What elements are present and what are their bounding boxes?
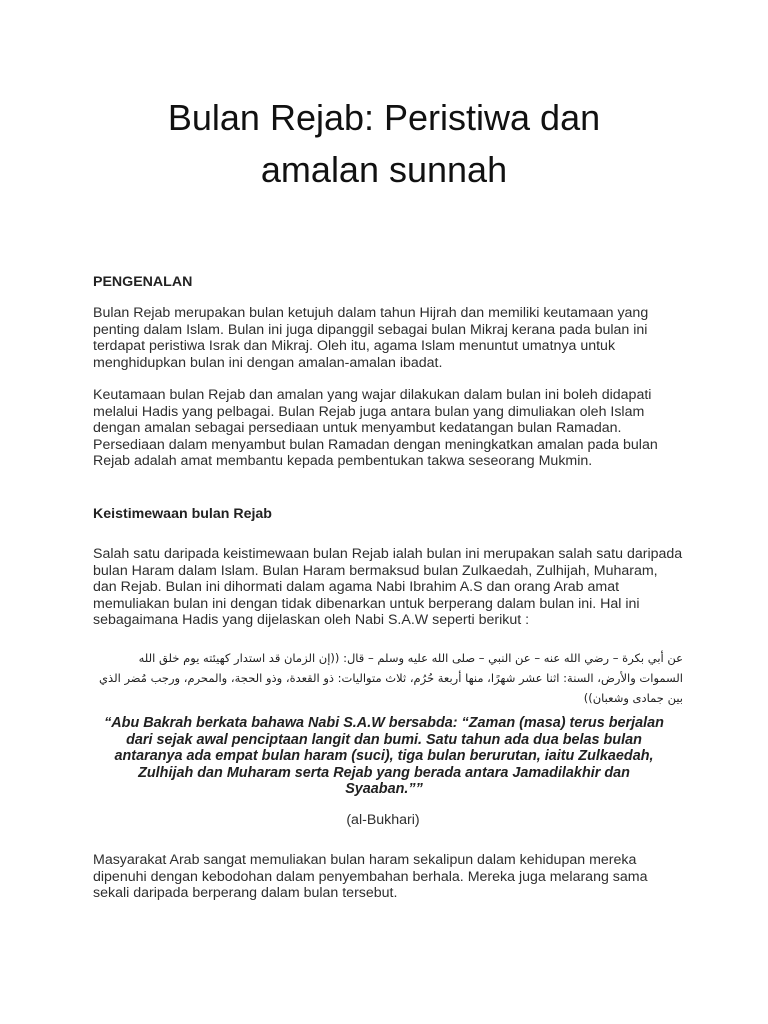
paragraph-keistimewaan: Salah satu daripada keistimewaan bulan Rejab ialah bulan ini merupakan salah satu daripada bulan Haram dalam Islam. Bulan Haram bermaksud bulan Zulkaedah, Zulhijah, Muharam, dan Rejab. Bulan ini dihormati dalam agama Nabi Ibrahim A.S dan orang Arab amat memuliakan bulan ini dengan tidak dibenarkan untuk berperang dalam bulan ini. Hal ini sebagaimana Hadis yang dijelaskan oleh Nabi S.A.W seperti berikut : <box>93 546 683 628</box>
section-heading-intro: PENGENALAN <box>93 274 193 290</box>
paragraph-intro-1: Bulan Rejab merupakan bulan ketujuh dalam tahun Hijrah dan memiliki keutamaan yang penting dalam Islam. Bulan ini juga dipanggil sebagai bulan Mikraj kerana pada bulan ini terdapat peristiwa Israk dan Mikraj. Oleh itu, agama Islam menuntut umatnya untuk menghidupkan bulan ini dengan amalan-amalan ibadat. <box>93 305 649 371</box>
hadith-arabic-text: عن أبي بكرة – رضي الله عنه – عن النبي – صلى الله عليه وسلم – قال: ((إن الزمان قد استدار كهيئته يوم خلق الله السموات والأرض، السنة: اثنا عشر شهرًا، منها أربعة حُرُم، ثلاث متواليات: ذو القعدة، وذو الحجة، والمحرم، ورجب مُضر الذي بين جمادى وشعبان)) <box>99 651 683 705</box>
section-heading-keistimewaan: Keistimewaan bulan Rejab <box>93 506 272 522</box>
hadith-source: (al-Bukhari) <box>346 812 420 828</box>
page-title: Bulan Rejab: Peristiwa dan amalan sunnah <box>167 97 601 190</box>
hadith-translation: “Abu Bakrah berkata bahawa Nabi S.A.W bersabda: “Zaman (masa) terus berjalan dari sejak awal penciptaan langit dan bumi. Satu tahun ada dua belas bulan antaranya ada empat bulan haram (suci), tiga bulan berurutan, iaitu Zulkaedah, Zulhijah dan Muharam serta Rejab yang berada antara Jamadilakhir dan Syaaban.”” <box>104 715 664 797</box>
paragraph-masyarakat-arab: Masyarakat Arab sangat memuliakan bulan haram sekalipun dalam kehidupan mereka dipenuhi dengan kebodohan dalam penyembahan berhala. Mereka juga melarang sama sekali daripada berperang dalam bulan tersebut. <box>93 852 648 901</box>
paragraph-intro-2: Keutamaan bulan Rejab dan amalan yang wajar dilakukan dalam bulan ini boleh didapati melalui Hadis yang pelbagai. Bulan Rejab juga antara bulan yang dimuliakan oleh Islam dengan amalan sebagai persediaan untuk menyambut kedatangan bulan Ramadan. Persediaan dalam menyambut bulan Ramadan dengan meningkatkan amalan pada bulan Rejab adalah amat membantu kepada pembentukan takwa seseorang Mukmin. <box>93 387 658 469</box>
